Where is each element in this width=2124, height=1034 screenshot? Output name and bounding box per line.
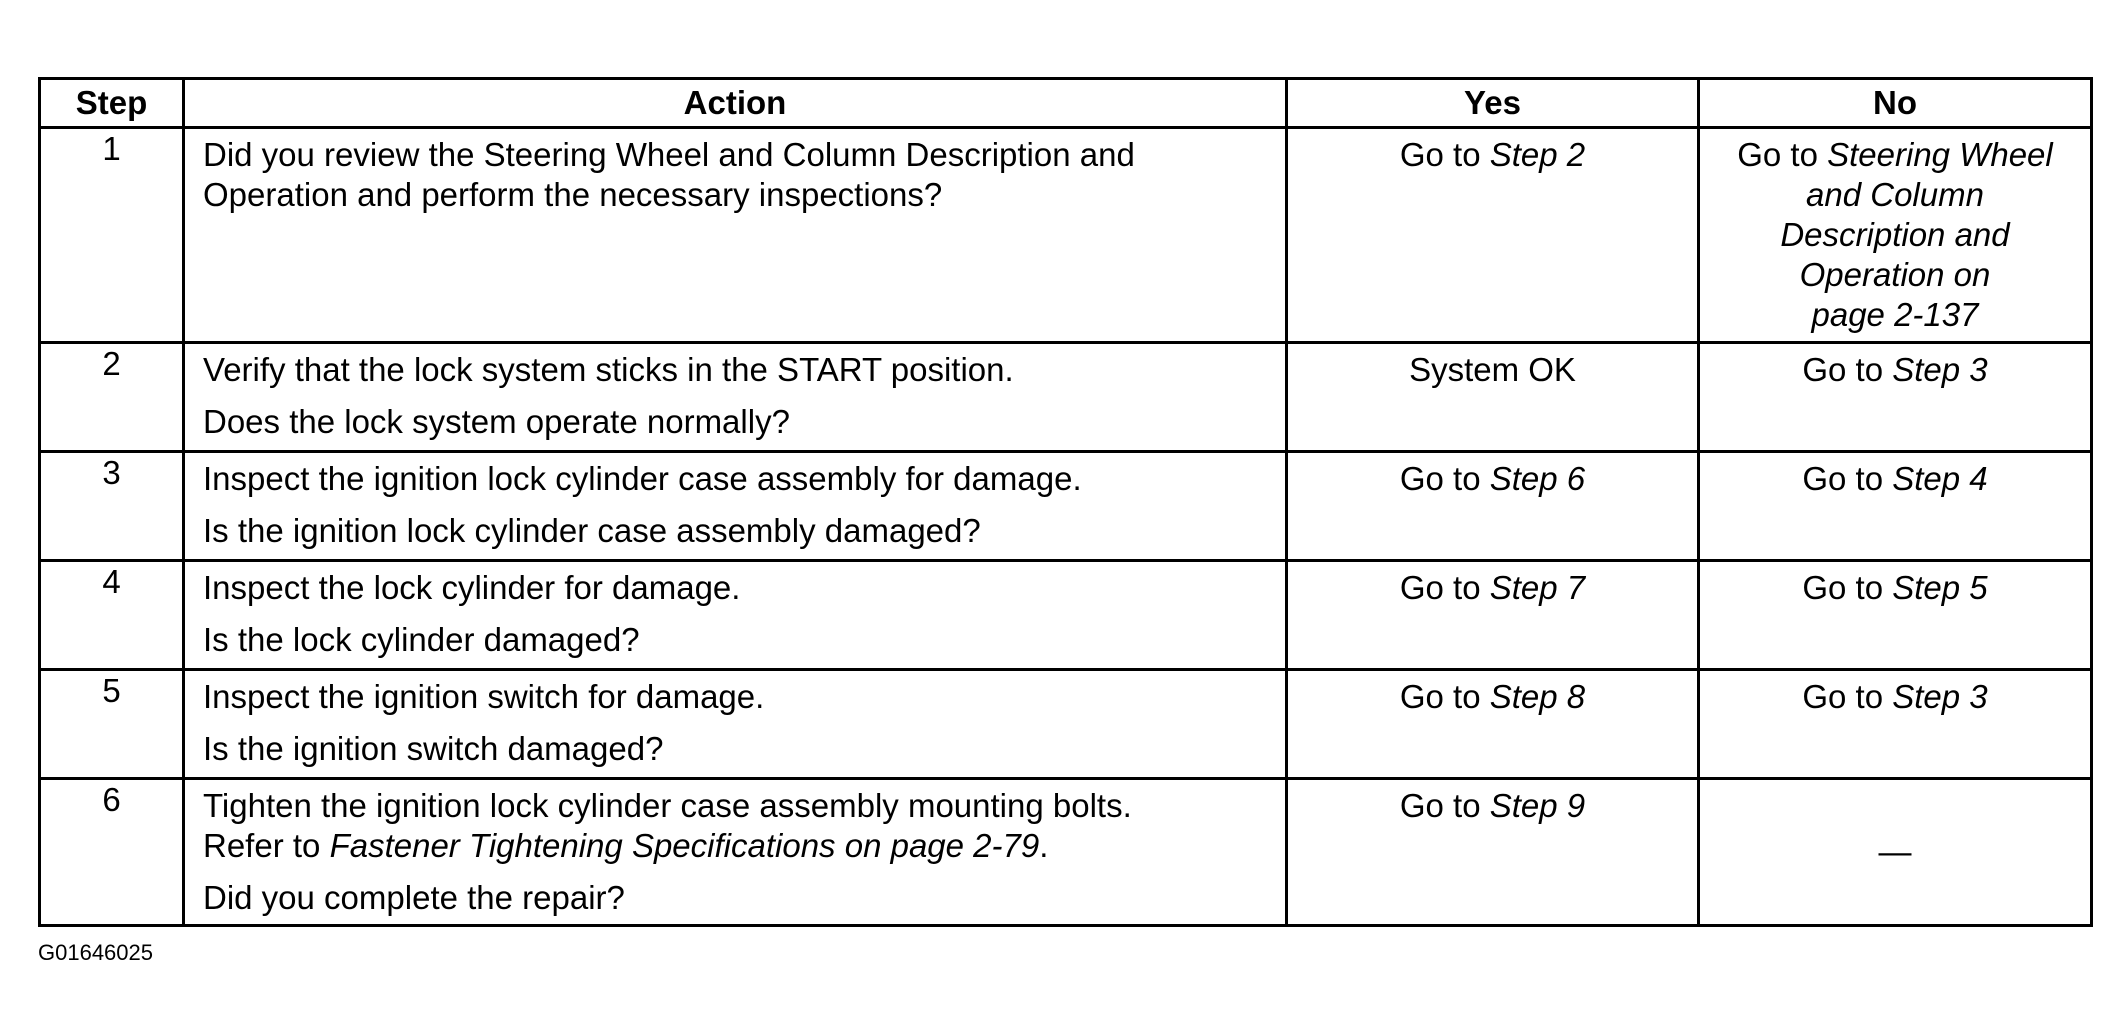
yes-prefix: Go to (1399, 569, 1481, 606)
table-row (40, 670, 2092, 779)
action-cell (184, 779, 1287, 926)
no-ref: Description and (1780, 216, 2010, 253)
action-instruction: Verify that the lock system sticks in the START position. (203, 351, 1014, 388)
step-number: 5 (40, 670, 184, 779)
action-cell (184, 561, 1287, 670)
no-cell (1699, 779, 2092, 926)
refer-link: Fastener Tightening Specifications on page 2-79 (329, 827, 1040, 864)
refer-prefix: Refer to (203, 827, 321, 864)
no-ref: and Column (1806, 176, 1984, 213)
action-question: Does the lock system operate normally? (203, 403, 790, 440)
yes-step-ref: Step 7 (1489, 569, 1586, 606)
action-text: Did you review the Steering Wheel and Column Description and (203, 136, 1135, 173)
no-ref: page 2-137 (1811, 296, 1979, 333)
action-question: Is the ignition switch damaged? (203, 730, 664, 767)
table-row (40, 128, 2092, 343)
no-prefix: Go to (1802, 569, 1884, 606)
action-refer (203, 826, 1267, 866)
no-ref: Steering Wheel (1827, 136, 2053, 173)
header-no: No (1699, 79, 2092, 128)
table-row (40, 779, 2092, 926)
action-instruction: Inspect the lock cylinder for damage. (203, 569, 741, 606)
no-step-ref: Step 3 (1892, 678, 1988, 715)
no-prefix: Go to (1802, 460, 1884, 497)
step-number: 4 (40, 561, 184, 670)
no-prefix: Go to (1802, 351, 1884, 388)
yes-step-ref: Step 9 (1489, 787, 1586, 824)
step-number: 3 (40, 452, 184, 561)
no-prefix: Go to (1737, 136, 1818, 173)
no-step-ref: Step 4 (1892, 460, 1988, 497)
no-cell (1699, 343, 2092, 452)
action-instruction: Inspect the ignition lock cylinder case assembly for damage. (203, 460, 1082, 497)
action-cell (184, 128, 1287, 343)
yes-text: System OK (1409, 351, 1576, 388)
action-question: Is the lock cylinder damaged? (203, 621, 640, 658)
diagnostic-table (38, 77, 2093, 927)
no-dash: — (1878, 833, 1912, 870)
no-cell (1699, 128, 2092, 343)
yes-step-ref: Step 2 (1489, 136, 1586, 173)
table-row (40, 452, 2092, 561)
action-cell (184, 343, 1287, 452)
yes-cell (1287, 452, 1699, 561)
no-prefix: Go to (1802, 678, 1884, 715)
action-question: Is the ignition lock cylinder case assembly damaged? (203, 512, 981, 549)
step-number: 1 (40, 128, 184, 343)
yes-cell (1287, 128, 1699, 343)
yes-prefix: Go to (1399, 787, 1481, 824)
action-text: Operation and perform the necessary inspections? (203, 176, 943, 213)
no-step-ref: Step 3 (1892, 351, 1988, 388)
table-row (40, 343, 2092, 452)
yes-step-ref: Step 8 (1489, 678, 1586, 715)
yes-cell (1287, 343, 1699, 452)
action-instruction: Tighten the ignition lock cylinder case assembly mounting bolts. (203, 787, 1132, 824)
no-cell (1699, 452, 2092, 561)
figure-id: G01646025 (38, 940, 153, 965)
yes-prefix: Go to (1399, 678, 1481, 715)
action-question: Did you complete the repair? (203, 879, 625, 916)
header-row (40, 79, 2092, 128)
yes-prefix: Go to (1399, 460, 1481, 497)
diagnostic-table-container (38, 77, 2090, 927)
action-instruction: Inspect the ignition switch for damage. (203, 678, 765, 715)
action-cell (184, 670, 1287, 779)
yes-cell (1287, 670, 1699, 779)
step-number: 2 (40, 343, 184, 452)
yes-cell (1287, 779, 1699, 926)
yes-step-ref: Step 6 (1489, 460, 1586, 497)
no-cell (1699, 670, 2092, 779)
no-step-ref: Step 5 (1892, 569, 1988, 606)
refer-suffix: . (1039, 827, 1049, 864)
table-row (40, 561, 2092, 670)
header-yes: Yes (1287, 79, 1699, 128)
no-ref: Operation on (1799, 256, 1991, 293)
yes-prefix: Go to (1399, 136, 1481, 173)
yes-cell (1287, 561, 1699, 670)
step-number: 6 (40, 779, 184, 926)
no-cell (1699, 561, 2092, 670)
action-cell (184, 452, 1287, 561)
header-step: Step (40, 79, 184, 128)
header-action: Action (184, 79, 1287, 128)
